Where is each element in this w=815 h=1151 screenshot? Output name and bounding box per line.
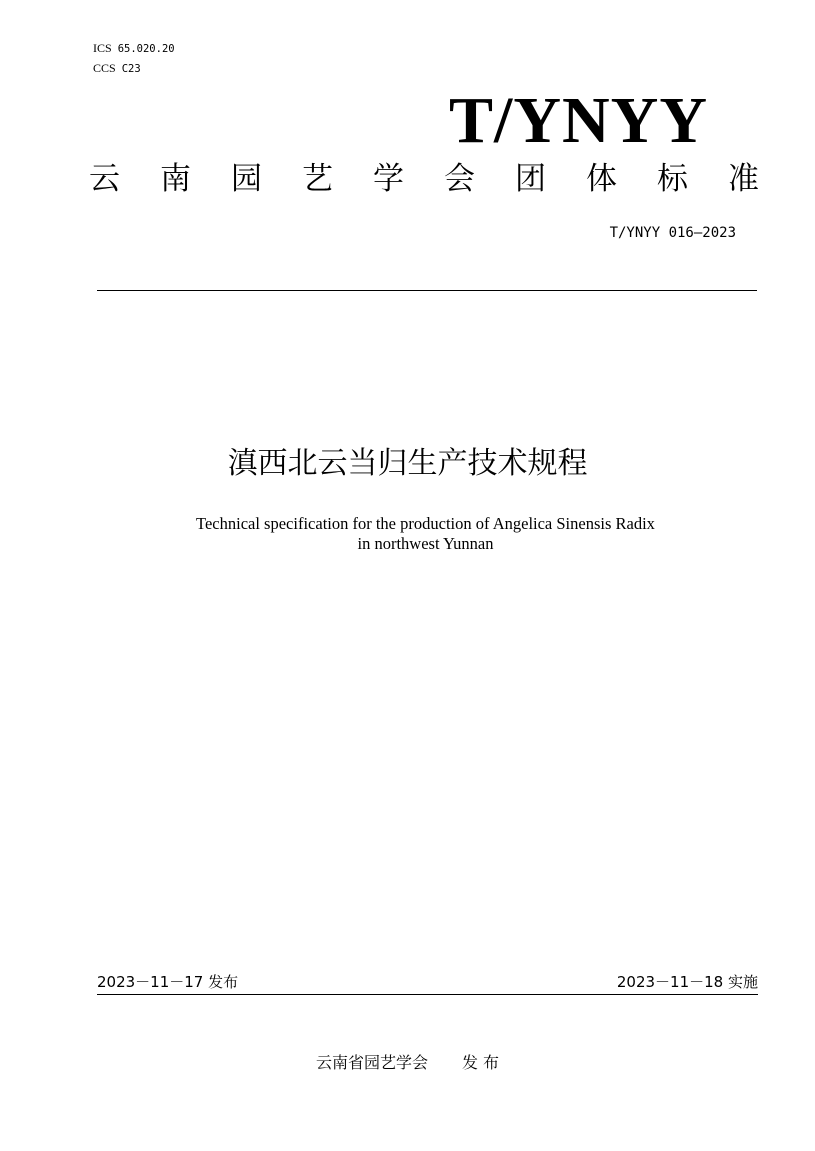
org-char: 云 bbox=[89, 161, 120, 197]
org-char: 团 bbox=[515, 161, 546, 197]
document-title-english bbox=[0, 514, 815, 554]
org-char: 南 bbox=[160, 161, 191, 197]
english-title-line-1: Technical specification for the production of Angelica Sinensis Radix bbox=[196, 514, 655, 533]
publisher-name: 云南省园艺学会 bbox=[315, 1053, 428, 1072]
footer-divider bbox=[97, 994, 758, 995]
org-char: 学 bbox=[373, 161, 404, 197]
org-char: 准 bbox=[728, 161, 759, 197]
org-char: 标 bbox=[657, 161, 688, 197]
ics-label: ICS bbox=[93, 41, 112, 55]
ccs-value: C23 bbox=[121, 63, 141, 75]
org-char: 艺 bbox=[302, 161, 333, 197]
standard-number: T/YNYY 016—2023 bbox=[609, 225, 736, 241]
org-char: 园 bbox=[231, 161, 262, 197]
english-title-line-2: in northwest Yunnan bbox=[357, 534, 494, 553]
document-title-chinese: 滇西北云当归生产技术规程 bbox=[227, 446, 588, 481]
header-divider bbox=[97, 290, 757, 291]
publisher-action: 发 布 bbox=[461, 1053, 500, 1072]
issue-date: 2023－11－17 发布 bbox=[97, 973, 239, 991]
ccs-label: CCS bbox=[93, 61, 116, 75]
ics-value: 65.020.20 bbox=[117, 43, 175, 55]
standard-logo: T/YNYY bbox=[448, 84, 708, 157]
ics-code bbox=[93, 41, 175, 56]
publisher-line bbox=[0, 1053, 815, 1073]
ccs-code bbox=[93, 61, 141, 76]
organization-name bbox=[89, 159, 759, 199]
implementation-date: 2023－11－18 实施 bbox=[616, 973, 758, 991]
org-char: 会 bbox=[444, 161, 475, 197]
org-char: 体 bbox=[586, 161, 617, 197]
